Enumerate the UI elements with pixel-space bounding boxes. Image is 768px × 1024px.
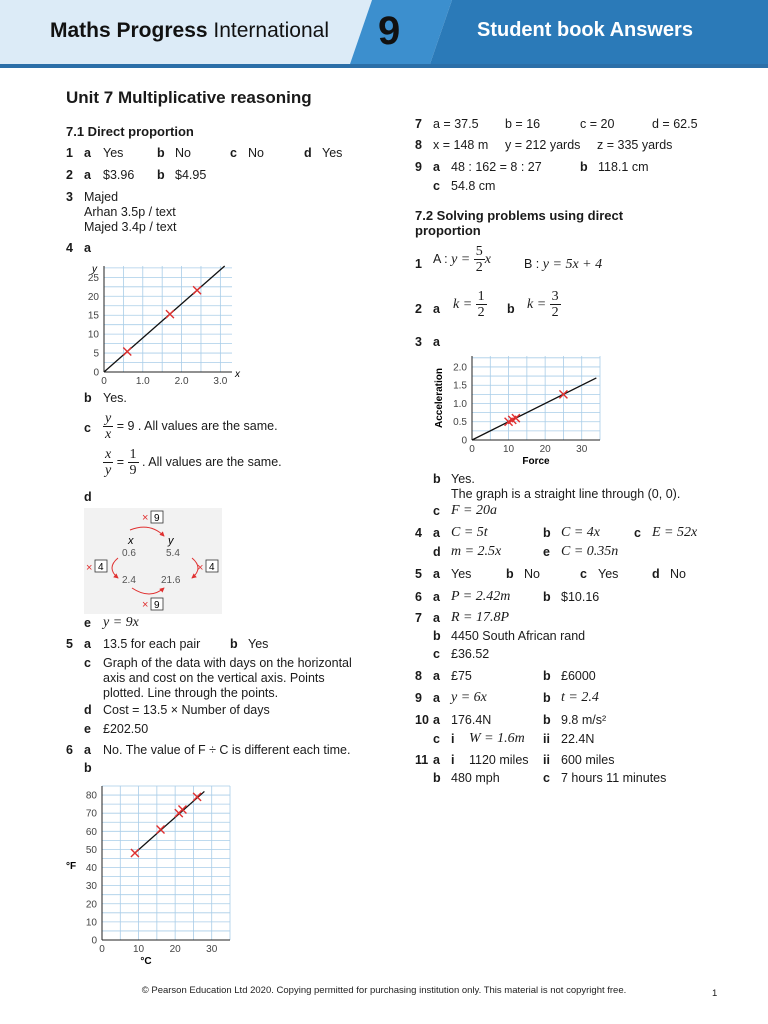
part-label: c: [84, 656, 91, 670]
value-x2: 2.4: [122, 575, 136, 586]
data-point: [193, 286, 201, 294]
answer-text: Arhan 3.5p / text: [84, 205, 176, 219]
question-number: 10: [415, 713, 429, 727]
part-label: c: [634, 526, 641, 540]
y-header: y: [168, 535, 174, 547]
y-tick-label: 60: [85, 826, 97, 838]
part-label: b: [433, 472, 441, 486]
answer-text: No: [524, 567, 540, 581]
x-axis-label: x: [235, 369, 240, 380]
x-tick-label: 20: [169, 944, 181, 955]
y-axis-label: Acceleration: [434, 367, 445, 429]
y-tick-label: 10: [85, 917, 97, 929]
data-point: [131, 849, 139, 857]
answer-text: 600 miles: [561, 753, 615, 767]
series-title: Maths Progress International: [50, 19, 329, 42]
question-number: 5: [415, 567, 422, 581]
answer-text: R = 17.8P: [451, 610, 510, 625]
x-tick-label: 1.0: [135, 376, 150, 387]
ratio-line-2: $\frac{x}{y}$ = $\frac{1}{9}$ . All values are the same.: [105, 447, 282, 478]
question-number: 9: [415, 160, 422, 174]
part-label: b: [433, 629, 441, 643]
question-number: 11: [415, 753, 429, 767]
answers-title: Student book Answers: [477, 19, 693, 41]
answer-text: Yes.: [103, 391, 127, 405]
answer-text: b = 16: [505, 117, 541, 131]
x-tick-label: 30: [576, 444, 588, 455]
chart-4a: [84, 258, 244, 390]
x-tick-label: 10: [133, 944, 145, 955]
part-label: c: [84, 421, 91, 435]
part-label: a: [433, 611, 440, 625]
data-point: [166, 310, 174, 318]
answer-equation-b: B : y = 5x + 4: [524, 257, 603, 272]
y-tick-label: 80: [85, 790, 97, 802]
y-tick-label: 20: [87, 291, 99, 303]
part-label: b: [543, 590, 551, 604]
multiplier-diagram: [84, 508, 222, 614]
question-number: 9: [415, 691, 422, 705]
part-label: b: [543, 691, 551, 705]
answer-text: F = 20a: [451, 503, 497, 518]
part-label: a: [433, 713, 440, 727]
value-y1: 5.4: [166, 548, 180, 559]
answer-text: 13.5 for each pair: [103, 637, 201, 651]
fraction: $\frac{5}{2}$: [475, 244, 483, 275]
answer-text: Cost = 13.5 × Number of days: [103, 703, 270, 717]
part-label: b: [433, 771, 441, 785]
part-label: b: [157, 146, 165, 160]
answer-text: No: [670, 567, 686, 581]
answer-text: z = 335 yards: [597, 138, 673, 152]
part-label: b: [230, 637, 238, 651]
chart-6b: [60, 778, 236, 972]
answer-text: £36.52: [451, 647, 490, 661]
fraction: $\frac{1}{2}$: [477, 289, 485, 320]
y-axis-label: y: [92, 264, 97, 275]
part-label: a: [433, 753, 440, 767]
answer-text: $3.96: [103, 168, 135, 182]
answer-text: W = 1.6m: [469, 731, 525, 746]
part-label: a: [433, 335, 440, 349]
subpart-label: ii: [543, 753, 550, 767]
x-axis-label: °C: [140, 956, 152, 967]
answer-text: P = 2.42m: [451, 589, 511, 604]
multiplier-bottom: 9: [154, 600, 160, 611]
fraction: $\frac{3}{2}$: [551, 289, 559, 320]
part-label: b: [507, 302, 515, 316]
answer-text: £75: [451, 669, 472, 683]
answer-text: Majed: [84, 190, 119, 204]
part-label: d: [304, 146, 312, 160]
answer-text: 22.4N: [561, 732, 595, 746]
part-label: a: [433, 669, 440, 683]
part-label: d: [84, 703, 92, 717]
data-point: [193, 793, 201, 801]
part-label: c: [433, 647, 440, 661]
question-number: 7: [415, 117, 422, 131]
value-x1: 0.6: [122, 548, 136, 559]
y-tick-label: 25: [87, 272, 99, 284]
part-label: a: [84, 146, 91, 160]
answer-text: The graph is a straight line through (0, 0).: [451, 487, 681, 501]
answer-text: x = 148 m: [433, 138, 489, 152]
answer-text: £6000: [561, 669, 596, 683]
question-number: 1: [415, 257, 422, 271]
part-label: e: [84, 616, 91, 630]
answer-equation: k = $\frac{1}{2}$: [453, 289, 485, 320]
x-tick-label: 10: [503, 444, 515, 455]
answer-text: Yes: [248, 637, 269, 651]
answer-text: y = 6x: [451, 690, 487, 705]
answer-text: Yes.: [451, 472, 475, 486]
multiplier-right: 4: [209, 562, 215, 573]
question-number: 8: [415, 138, 422, 152]
x-axis-label: Force: [522, 456, 550, 467]
chart-7-2-3a: [428, 350, 608, 468]
section-7-1-title: 7.1 Direct proportion: [66, 124, 194, 139]
answer-text: a = 37.5: [433, 117, 479, 131]
multiplier-left: 4: [98, 562, 104, 573]
answer-equation: k = $\frac{3}{2}$: [527, 289, 559, 320]
part-label: c: [433, 179, 440, 193]
y-tick-label: 0: [91, 935, 97, 947]
part-label: a: [84, 743, 91, 757]
part-label: c: [580, 567, 587, 581]
y-tick-label: 15: [87, 310, 99, 322]
y-tick-label: 70: [85, 808, 97, 820]
times-sign: ×: [142, 599, 149, 611]
copyright-footer: © Pearson Education Ltd 2020. Copying permitted for purchasing institution only. This material is not copyright free.: [141, 985, 627, 996]
data-point: [123, 348, 131, 356]
part-label: b: [543, 669, 551, 683]
x-tick-label: 0: [469, 444, 475, 455]
answer-equation-a: A : y = $\frac{5}{2}$ x: [433, 244, 491, 275]
answer-text: m = 2.5x: [451, 544, 502, 559]
answer-text: 1120 miles: [469, 753, 529, 767]
value-y2: 21.6: [161, 575, 181, 586]
part-label: b: [506, 567, 514, 581]
x-tick-label: 0: [101, 376, 107, 387]
question-number: 6: [415, 590, 422, 604]
answer-text: 176.4N: [451, 713, 492, 727]
question-number: 6: [66, 743, 73, 757]
part-label: c: [433, 504, 440, 518]
part-label: a: [433, 526, 440, 540]
answer-text: $4.95: [175, 168, 207, 182]
part-label: c: [543, 771, 550, 785]
page-number: 1: [712, 988, 718, 999]
y-tick-label: 50: [85, 844, 97, 856]
fraction: $\frac{x}{y}$: [105, 447, 112, 478]
answer-text: E = 52x: [652, 525, 698, 540]
answer-text: y = 9x: [103, 615, 139, 630]
y-tick-label: 0: [461, 435, 467, 447]
y-tick-label: 0.5: [453, 417, 467, 429]
answer-text: No: [175, 146, 191, 160]
part-label: a: [84, 637, 91, 651]
answer-text: £202.50: [103, 722, 149, 736]
question-number: 2: [415, 302, 422, 316]
y-tick-label: 0: [93, 367, 99, 379]
question-number: 4: [66, 241, 73, 255]
answer-text: C = 0.35n: [561, 544, 619, 559]
x-tick-label: 30: [206, 944, 218, 955]
part-label: c: [230, 146, 237, 160]
question-number: 7: [415, 611, 422, 625]
answer-text: 48 : 162 = 8 : 27: [451, 160, 542, 174]
fraction: $\frac{y}{x}$: [105, 411, 112, 442]
section-7-2-title: 7.2 Solving problems using direct proportion: [415, 208, 624, 238]
question-number: 2: [66, 168, 73, 182]
answer-text: 7 hours 11 minutes: [561, 771, 667, 785]
part-label: e: [84, 722, 91, 736]
answer-text: 118.1 cm: [598, 160, 649, 174]
answer-text: y = 212 yards: [505, 138, 581, 152]
fraction: $\frac{1}{9}$: [129, 447, 137, 478]
subpart-label: i: [451, 732, 455, 746]
question-number: 5: [66, 637, 73, 651]
answer-text: C = 5t: [451, 525, 488, 540]
x-header: x: [128, 535, 134, 547]
book-number: 9: [378, 9, 401, 53]
x-tick-label: 0: [99, 944, 105, 955]
question-number: 1: [66, 146, 73, 160]
answer-text: 9.8 m/s²: [561, 713, 607, 727]
y-tick-label: 1.5: [453, 380, 467, 392]
answer-text: 54.8 cm: [451, 179, 496, 193]
answer-text: Yes: [451, 567, 472, 581]
part-label: e: [543, 545, 550, 559]
answer-text: No. The value of F ÷ C is different each time.: [103, 743, 351, 757]
best-fit-line: [104, 266, 225, 372]
part-label: b: [543, 713, 551, 727]
y-tick-label: 2.0: [453, 362, 467, 374]
part-label: a: [433, 567, 440, 581]
answer-text: $10.16: [561, 590, 600, 604]
part-label: a: [433, 302, 440, 316]
answer-text: d = 62.5: [652, 117, 698, 131]
question-number: 3: [415, 335, 422, 349]
part-label: a: [433, 160, 440, 174]
answer-text: Yes: [103, 146, 124, 160]
times-sign: ×: [142, 512, 149, 524]
answer-text: Majed 3.4p / text: [84, 220, 177, 234]
y-tick-label: 30: [85, 881, 97, 893]
answer-text: Yes: [322, 146, 343, 160]
answer-text: c = 20: [580, 117, 615, 131]
y-axis-label: °F: [66, 861, 77, 872]
part-label: d: [84, 490, 92, 504]
part-label: b: [543, 526, 551, 540]
times-sign: ×: [197, 562, 204, 574]
data-point: [157, 825, 165, 833]
part-label: b: [84, 391, 92, 405]
y-tick-label: 20: [85, 899, 97, 911]
y-tick-label: 10: [87, 329, 99, 341]
answer-text: C = 4x: [561, 525, 600, 540]
part-label: b: [157, 168, 165, 182]
answer-text: 480 mph: [451, 771, 500, 785]
part-label: a: [84, 241, 91, 255]
part-label: a: [433, 590, 440, 604]
x-tick-label: 2.0: [174, 376, 189, 387]
x-tick-label: 3.0: [213, 376, 228, 387]
part-label: d: [652, 567, 660, 581]
answer-text: t = 2.4: [561, 690, 599, 705]
answer-text: No: [248, 146, 264, 160]
question-number: 8: [415, 669, 422, 683]
question-number: 4: [415, 526, 422, 540]
y-tick-label: 5: [93, 348, 99, 360]
answer-text: Yes: [598, 567, 619, 581]
unit-title: Unit 7 Multiplicative reasoning: [66, 88, 312, 107]
question-number: 3: [66, 190, 73, 204]
subpart-label: i: [451, 753, 455, 767]
subpart-label: ii: [543, 732, 550, 746]
times-sign: ×: [86, 562, 93, 574]
part-label: c: [433, 732, 440, 746]
y-tick-label: 1.0: [453, 398, 467, 410]
answer-text: 4450 South African rand: [451, 629, 586, 643]
part-label: d: [433, 545, 441, 559]
ratio-line-1: $\frac{y}{x}$ = 9 . All values are the same.: [105, 411, 278, 442]
multiplier-top: 9: [154, 513, 160, 524]
part-label: a: [84, 168, 91, 182]
part-label: b: [580, 160, 588, 174]
part-label: a: [433, 691, 440, 705]
x-tick-label: 20: [539, 444, 551, 455]
part-label: b: [84, 761, 92, 775]
y-tick-label: 40: [85, 863, 97, 875]
data-point: [178, 806, 186, 814]
answer-text: Graph of the data with days on the horizontal axis and cost on the vertical axis. Points plotted. Line through the points.: [103, 656, 352, 700]
